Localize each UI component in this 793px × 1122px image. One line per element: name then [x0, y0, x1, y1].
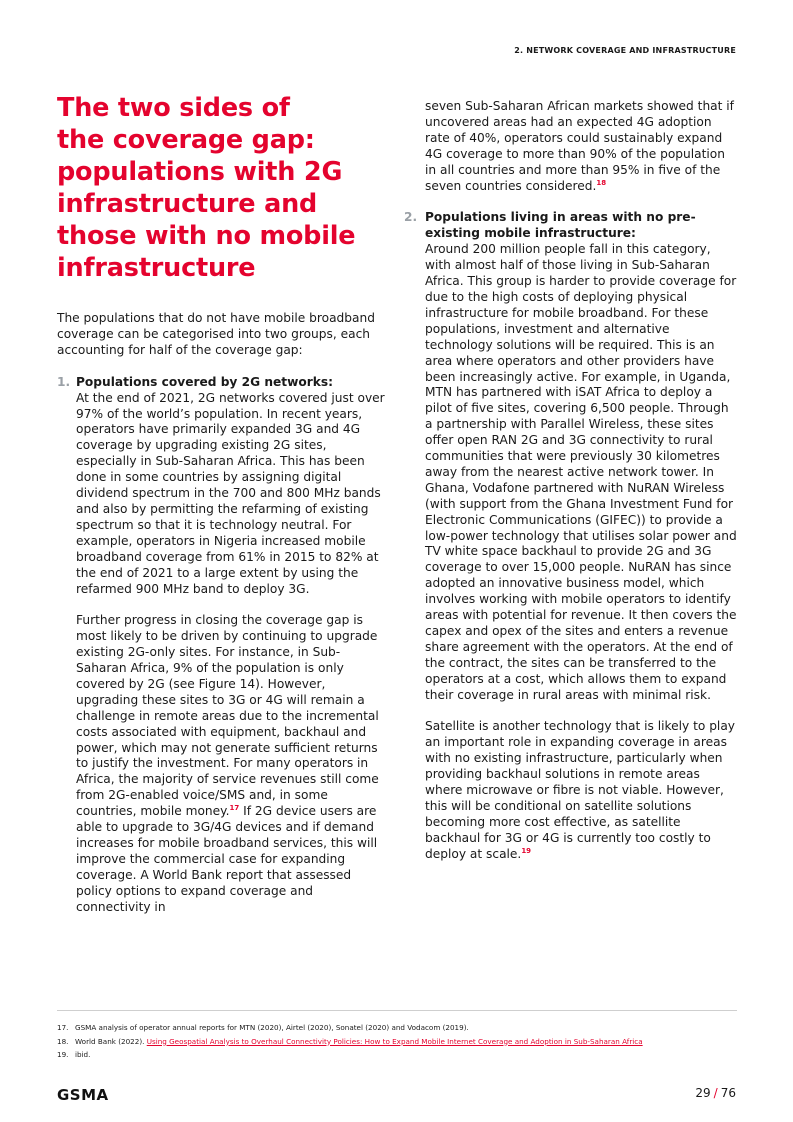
footnote-text: ibid. — [75, 1050, 91, 1060]
paragraph-continued — [404, 99, 739, 194]
list-number: 1. — [57, 374, 71, 389]
title-line: infrastructure and — [57, 189, 318, 219]
title-line: those with no mobile — [57, 221, 356, 251]
list-number: 2. — [404, 210, 418, 225]
right-column — [404, 99, 739, 863]
page-number — [695, 1086, 736, 1100]
footnote-number: 19. — [57, 1050, 69, 1060]
left-column — [57, 92, 387, 916]
total-pages: 76 — [720, 1086, 736, 1100]
footnote-text: World Bank (2022). — [75, 1036, 147, 1046]
footnote-number: 18. — [57, 1036, 69, 1046]
title-line: The two sides of — [57, 93, 290, 123]
footnote-ref[interactable]: 18 — [596, 178, 607, 187]
paragraph: At the end of 2021, 2G networks covered just over 97% of the world’s population. In recent years, operators have primarily expanded 3G and 4G coverage by upgrading existing 2G sites, especially in Sub-Saharan Africa. This has been done in some countries by assigning digital dividend spectrum in the 700 and 800 MHz bands and also by permitting the refarming of existing spectrum so that it is technology neutral. For example, operators in Nigeria increased mobile broadband coverage from 61% in 2015 to 82% at the end of 2021 to a large extent by using the refarmed 900 MHz band to deploy 3G. — [76, 390, 385, 596]
list-item-title: Populations covered by 2G networks: — [76, 374, 333, 389]
paragraph-text: Satellite is another technology that is likely to play an important role in expanding coverage in areas with no existing infrastructure, particularly when providing backhaul solutions in remote areas where microwave or fibre is not viable. However, this will be conditional on satellite solutions becoming more cost effective, as satellite backhaul for 3G or 4G is currently too costly to deploy at scale. — [425, 719, 735, 861]
section-label: 2. NETWORK COVERAGE AND INFRASTRUCTURE — [514, 46, 736, 55]
list-item-2g-networks — [57, 375, 387, 916]
footnote-19 — [57, 1048, 737, 1062]
title-line: infrastructure — [57, 253, 256, 283]
paragraph-text: If 2G device users are able to upgrade to 3G/4G devices and if demand increases for mobile broadband services, this will improve the commercial case for expanding coverage. A World Bank report that assessed policy options to expand coverage and connectivity in — [76, 804, 378, 914]
footnote-link[interactable]: Using Geospatial Analysis to Overhaul Connectivity Policies: How to Expand Mobile Internet Coverage and Adoption in Sub-Saharan Africa — [146, 1036, 643, 1046]
page-separator: / — [713, 1086, 718, 1100]
list-item-no-infrastructure — [404, 210, 739, 862]
footnote-18 — [57, 1035, 737, 1049]
paragraph — [76, 613, 387, 915]
footnotes — [57, 1010, 737, 1062]
title-line: the coverage gap: — [57, 125, 315, 155]
footnote-ref[interactable]: 19 — [521, 846, 532, 855]
current-page: 29 — [695, 1086, 711, 1100]
page-title — [57, 92, 387, 284]
list-item-title: Populations living in areas with no pre-existing mobile infrastructure: — [425, 210, 696, 241]
paragraph: Around 200 million people fall in this category, with almost half of those living in Sub-Saharan Africa. This group is harder to provide coverage for due to the high costs of deploying physical infrastructure for mobile broadband. For these populations, investment and alternative technology solutions will be required. This is an area where operators and other providers have been increasingly active. For example, in Uganda, MTN has partnered with iSAT Africa to deploy a pilot of five sites, covering 6,500 people. Through a partnership with Parallel Wireless, these sites offer open RAN 2G and 3G connectivity to rural communities that were previously 30 kilometres away from the nearest active network tower. In Ghana, Vodafone partnered with NuRAN Wireless (with support from the Ghana Investment Fund for Electronic Communications (GIFEC)) to provide a low-power technology that utilises solar power and TV white space backhaul to provide 2G and 3G coverage to over 15,000 people. NuRAN has since adopted an innovative business model, which involves working with mobile operators to identify areas with potential for revenue. It then covers the capex and opex of the sites and enters a revenue share agreement with the operators. At the end of the contract, the sites can be transferred to the operators at a cost, which allows them to expand their coverage in rural areas with minimal risk. — [425, 242, 737, 702]
footnote-17 — [57, 1021, 737, 1035]
title-line: populations with 2G — [57, 157, 343, 187]
footnote-number: 17. — [57, 1023, 69, 1032]
footnote-ref[interactable]: 17 — [229, 804, 240, 813]
paragraph-text: Further progress in closing the coverage gap is most likely to be driven by continuing to upgrade existing 2G-only sites. For instance, in Sub-Saharan Africa, 9% of the population is only covered by 2G (see Figure 14). However, upgrading these sites to 3G or 4G will remain a challenge in remote areas due to the incremental costs associated with equipment, backhaul and power, which may not generate sufficient returns to justify the investment. For many operators in Africa, the majority of service revenues still come from 2G-enabled voice/SMS and, in some countries, mobile money. — [76, 613, 379, 819]
footnote-text: GSMA analysis of operator annual reports for MTN (2020), Airtel (2020), Sonatel (2020) and Vodacom (2019). — [75, 1023, 469, 1032]
paragraph-text: seven Sub-Saharan African markets showed that if uncovered areas had an expected 4G adoption rate of 40%, operators could sustainably expand 4G coverage to more than 90% of the population in all countries and more than 95% in five of the seven countries considered. — [425, 99, 734, 193]
intro-paragraph: The populations that do not have mobile broadband coverage can be categorised into two groups, each accounting for half of the coverage gap: — [57, 311, 375, 357]
paragraph — [425, 719, 739, 862]
gsma-logo: GSMA — [57, 1086, 109, 1104]
